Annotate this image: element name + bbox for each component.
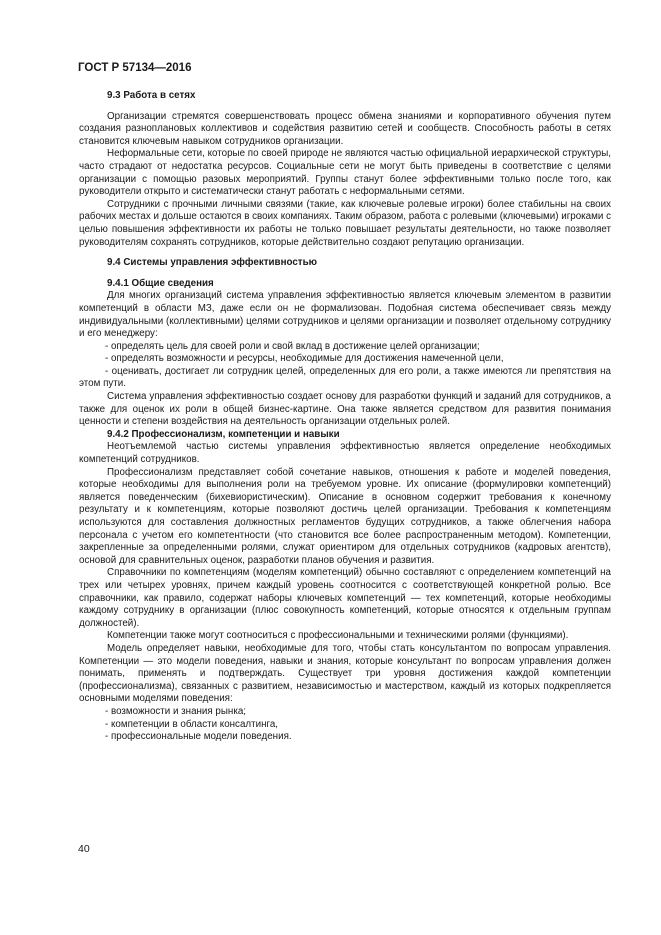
subsection-heading-9-4-1: 9.4.1 Общие сведения [107, 277, 214, 289]
document-body [79, 90, 611, 744]
list-item: - определять цель для своей роли и свой вклад в достижение целей организации; [105, 340, 480, 352]
standard-designation: ГОСТ Р 57134—2016 [78, 62, 192, 74]
paragraph: Организации стремятся совершенствовать процесс обмена знаниями и корпоративного обучения путем создания разноплановых коллективов и содействия развитию сетей и сообществ. Способность работы в сетях становится ключевым навыком сотрудников организации. [79, 110, 611, 147]
paragraph: Для многих организаций система управления эффективностью является ключевым элементом в развитии компетенций в области МЗ, даже если он не формализован. Подобная система обеспечивает связь между индивидуальными (коллективными) целями сотрудников и целями организации и позволяет отдельному сотруднику и его менеджеру: [79, 290, 611, 340]
section-heading-9-4: 9.4 Системы управления эффективностью [107, 257, 317, 269]
paragraph: Справочники по компетенциям (моделям компетенций) обычно составляют с определением компетенций на трех или четырех уровнях, причем каждый уровень соотносится с соответствующей конкретной ролью. Все справочники, как правило, содержат наборы ключевых компетенций — тех компетенций, которые необходимы каждому сотруднику в организации (плюс совокупность компетенций, которые относятся к отдельным группам должностей). [79, 567, 611, 629]
paragraph: Неформальные сети, которые по своей природе не являются частью официальной иерархической структуры, часто страдают от недостатка ресурсов. Социальные сети не могут быть приведены в соответствие с целями организации с помощью разовых мероприятий. Группы станут более эффективными только после того, как руководители открыто и систематически станут работать с неформальными сетями. [79, 148, 611, 198]
paragraph: Профессионализм представляет собой сочетание навыков, отношения к работе и моделей поведения, которые необходимы для выполнения роли на требуемом уровне. Их описание (формулировки компетенций) является поведенческим (бихевиористическим). Описание в основном содержит требования к конечному результату и к компетенциям, которые позволяют достичь целей организации. Требования к компетенциям используются для составления должностных регламентов будущих сотрудников, а также облегчения набора персонала с учетом его компетентности (что становится все более распространенным методом). Компетенции, закрепленные за определенными ролями, служат ориентиром для отдельных сотрудников (кадровых агентств), основой для сравнительных оценок, разработки планов обучения и развития. [79, 466, 611, 566]
paragraph: Сотрудники с прочными личными связями (такие, как ключевые ролевые игроки) более стабильны на своих рабочих местах и дольше остаются в своих компаниях. Таким образом, работа с ролевыми (ключевыми) игроками с целью повышения эффективности их работы не только повышает результаты деятельности, но также позволяет руководителям сохранять сотрудников, которые действительно создают репутацию организации. [79, 198, 611, 248]
paragraph: Система управления эффективностью создает основу для разработки функций и заданий для сотрудников, а также для оценок их роли в общей бизнес-картине. Она также является средством для развития понимания ценности и степени воздействия на деятельность организации отдельных ролей. [79, 391, 611, 428]
section-heading-9-3: 9.3 Работа в сетях [107, 90, 196, 101]
list-item: - определять возможности и ресурсы, необходимые для достижения намеченной цели, [105, 353, 504, 365]
list-item: - возможности и знания рынка; [105, 705, 247, 717]
list-item: - компетенции в области консалтинга, [105, 718, 279, 730]
page-number: 40 [78, 843, 90, 855]
paragraph: Неотъемлемой частью системы управления эффективностью является определение необходимых компетенций сотрудников. [79, 441, 611, 466]
list-item: - профессиональные модели поведения. [105, 731, 292, 743]
paragraph: Компетенции также могут соотноситься с профессиональными и техническими ролями (функциями). [107, 630, 569, 642]
list-item: - оценивать, достигает ли сотрудник целей, определенных для его роли, а также имеются ли препятствия на этом пути. [79, 365, 611, 390]
subsection-heading-9-4-2: 9.4.2 Профессионализм, компетенции и навыки [107, 428, 340, 440]
paragraph: Модель определяет навыки, необходимые для того, чтобы стать консультантом по вопросам управления. Компетенции — это модели поведения, навыки и знания, которые консультант по вопросам управления должен понимать, применять и подтверждать. Существует три уровня достижения каждой компетенции (профессионализма), связанных с развитием, независимостью и мастерством, каждый из которых подкрепляется основными моделями поведения: [79, 642, 611, 705]
